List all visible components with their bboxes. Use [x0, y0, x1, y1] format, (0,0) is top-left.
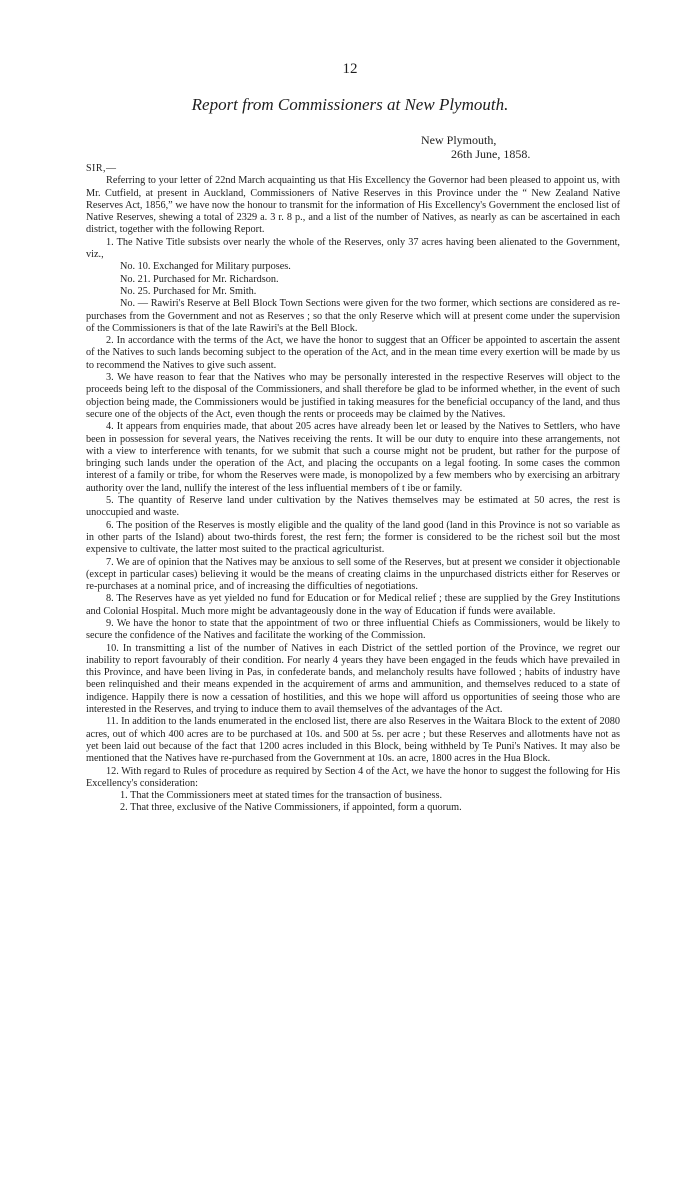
alienated-item-25: No. 25. Purchased for Mr. Smith.	[120, 285, 257, 297]
paragraph-8: 8. The Reserves have as yet yielded no fund for Education or for Medical relief ; these are supplied by the Grey Institutions and Colonial Hospital. Much more might be advantageously done in the way of Education if funds were available.	[86, 593, 620, 617]
paragraph-5: 5. The quantity of Reserve land under cultivation by the Natives themselves may be estimated at 50 acres, the rest is unoccupied and waste.	[86, 495, 620, 519]
rawiri-reserve-note: No. — Rawiri's Reserve at Bell Block Town Sections were given for the two former, which sections are considered as re-purchases from the Government and not as Reserves ; so that the only Reserve which will at present come under the supervision of the Commissioners is that of the late Rawiri's at the Bell Block.	[86, 298, 620, 334]
paragraph-1: 1. The Native Title subsists over nearly the whole of the Reserves, only 37 acres having been alienated to the Government, viz.,	[86, 236, 620, 261]
page-number: 12	[342, 61, 358, 77]
report-title: Report from Commissioners at New Plymouth.	[191, 95, 509, 114]
letter-date: 26th June, 1858.	[451, 147, 531, 161]
report-body	[86, 163, 620, 815]
paragraph-9: 9. We have the honor to state that the appointment of two or three influential Chiefs as Commissioners, would be likely to secure the confidence of the Natives and facilitate the working of the Commission.	[86, 617, 620, 642]
paragraph-4: 4. It appears from enquiries made, that about 205 acres have already been let or leased by the Natives to Settlers, who have been in possession for several years, the Natives receiving the rents. It will be our duty to enquire into these arrangements, not with a view to interference with tenants, for we submit that such a course might not be prudent, but rather for the purpose of bringing such lands under the operation of the Act, and placing the occupants on a legal footing. In some cases the common interest of a family or tribe, for whom the Reserves were made, is monopolized by a few members who by exercising an arbitrary authority over the land, nullify the interest of the less influential members of t ibe or family.	[86, 421, 620, 494]
paragraph-11: 11. In addition to the lands enumerated in the enclosed list, there are also Reserves in the Waitara Block to the extent of 2080 acres, out of which 400 acres are to be purchased at 10s. and 500 at 5s. per acre ; but these Reserves and allotments have not as yet been laid out because of the fact that 1200 acres included in this Block, being withheld by Te Puni's Natives. It may also be mentioned that the Natives have re-purchased from the Government at 10s. an acre, 1800 acres in the Hua Block.	[86, 716, 620, 765]
paragraph-3: 3. We have reason to fear that the Natives who may be personally interested in the respective Reserves will object to the proceeds being left to the disposal of the Commissioners, and shall therefore be glad to be informed whether, in the event of such objection being made, the Commissioners would be justified in taking measures for the beneficial occupancy of the land, and thus secure one of the objects of the Act, even though the rents or proceeds may be claimed by the Natives.	[86, 372, 620, 420]
salutation: SIR,—	[86, 163, 117, 174]
alienated-item-10: No. 10. Exchanged for Military purposes.	[120, 261, 291, 273]
rule-2: 2. That three, exclusive of the Native Commissioners, if appointed, form a quorum.	[120, 802, 462, 814]
alienated-item-21: No. 21. Purchased for Mr. Richardson.	[120, 273, 279, 285]
paragraph-7: 7. We are of opinion that the Natives may be anxious to sell some of the Reserves, but at present we consider it objectionable (except in particular cases) believing it would be the means of creating claims in the unpurchased districts either for Reserves or re-purchases at a nominal price, and of increasing the difficulties of negotiations.	[86, 556, 620, 593]
paragraph-10: 10. In transmitting a list of the number of Natives in each District of the settled portion of the Province, we regret our inability to report favourably of their condition. For nearly 4 years they have been engaged in the feuds which have prevailed in this Province, and have been living in Pas, in confederate bands, and melancholy results have followed ; habits of industry have been relinquished and their means expended in the acquirement of arms and ammunition, and themselves reduced to a state of indigence. Happily there is now a cessation of hostilities, and this we hope will afford us opportunities of seeing those who are interested in the Reserves, and trying to induce them to avail themselves of the advantages of the Act.	[86, 642, 620, 716]
letter-place: New Plymouth,	[421, 133, 497, 147]
rule-1: 1. That the Commissioners meet at stated times for the transaction of business.	[120, 790, 443, 802]
paragraph-2: 2. In accordance with the terms of the Act, we have the honor to suggest that an Officer be appointed to ascertain the assent of the Natives to such lands becoming subject to the operation of the Act, and in the mean time every exertion will be made by us to recommend the Natives to give such assent.	[86, 335, 620, 371]
paragraph-intro: Referring to your letter of 22nd March acquainting us that His Excellency the Governor had been pleased to appoint us, with Mr. Cutfield, at present in Auckland, Commissioners of Native Reserves in this Province under the “ New Zealand Native Reserves Act, 1856,” we have now the honour to transmit for the information of His Excellency's Government the enclosed list of Native Reserves, shewing a total of 2329 a. 3 r. 8 p., and a list of the number of Natives, as nearly as can be ascertained in each district, together with the following Report.	[86, 175, 620, 236]
paragraph-6: 6. The position of the Reserves is mostly eligible and the quality of the land good (land in this Province is not so variable as in other parts of the Island) about two-thirds forest, the rest fern; the former is considered to be the richest soil but the most expensive to cultivate, the latter most suited to the practical agriculturist.	[86, 519, 620, 556]
paragraph-12: 12. With regard to Rules of procedure as required by Section 4 of the Act, we have the honor to suggest the following for His Excellency's consideration:	[86, 765, 620, 789]
